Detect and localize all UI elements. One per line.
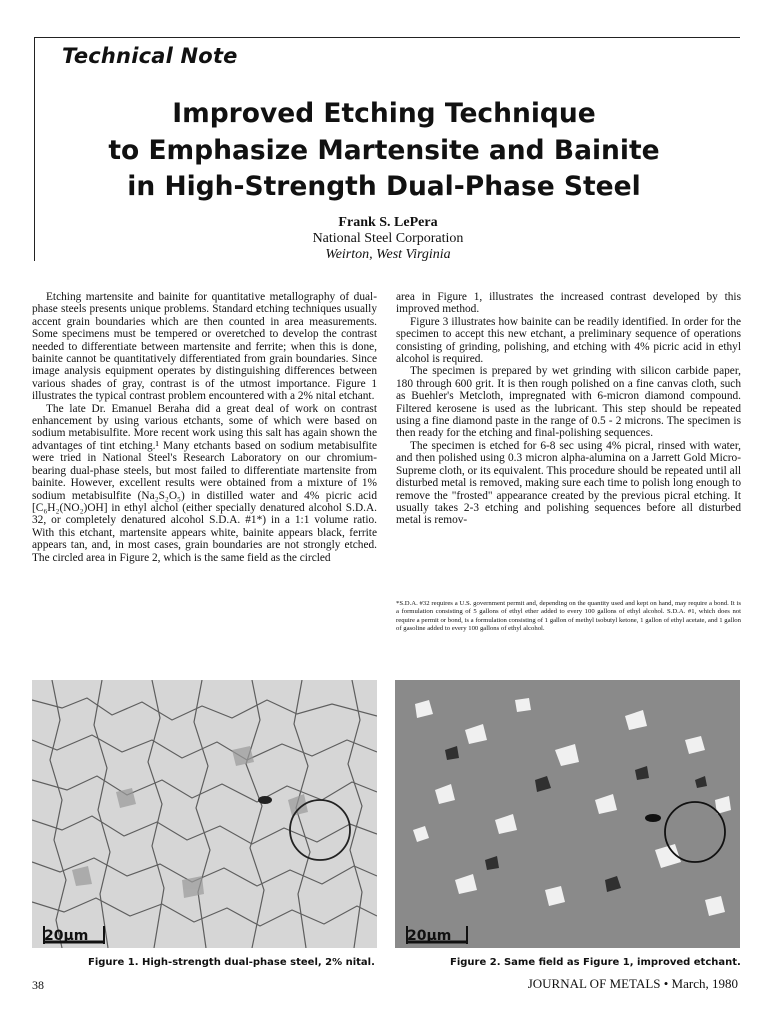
author-name: Frank S. LePera: [338, 215, 438, 230]
body-paragraph: Etching martensite and bainite for quantitative metallography of dual-phase steels presents unique problems. Standard etching techniques usually accent grain boundaries which are then counted in area measurements. Some specimens must be tempered or overetched to develop the contrast needed to differentiate between martensite and ferrite; when this is done, bainite cannot be quantitatively differentiated from grain boundaries. Since image analysis equipment operates by distinguishing differences between various shades of gray, contrast is of the utmost importance. Figure 1 illustrates the typical contrast problem encountered with a 2% nital etchant.: [32, 291, 377, 403]
byline: [200, 215, 576, 263]
figure-1-caption: Figure 1. High-strength dual-phase steel, 2% nital.: [88, 957, 375, 968]
title-line: to Emphasize Martensite and Bainite: [108, 134, 660, 166]
body-paragraph: area in Figure 1, illustrates the increased contrast developed by this improved method.: [396, 291, 741, 316]
body-paragraph: The specimen is etched for 6-8 sec using 4% picral, rinsed with water, and then polished using 0.3 micron alpha-alumina on a Jarrett Gold Micro-Supreme cloth, or its equivalent. This procedure should be repeated until all disturbed metal is removed, making sure each time to polish long enough to remove the "frosted" appearance created by the previous picral etching. It usually takes 2-3 etching and polishing sequences before all disturbed metal is remov-: [396, 439, 741, 527]
micrograph-improved-etchant-image: [395, 680, 740, 948]
title-line: Improved Etching Technique: [172, 98, 596, 129]
header-rule-top: [34, 37, 740, 38]
figure-2-micrograph: [395, 680, 740, 948]
body-column-right: [396, 291, 741, 527]
author-affiliation: National Steel Corporation: [312, 231, 464, 246]
footnote: *S.D.A. #32 requires a U.S. government permit and, depending on the quantity used and kept on hand, may require a bond. It is a formulation consisting of 5 gallons of ethyl ether added to every 100 gallons of ethyl alcohol. S.D.A. #1, which does not require a permit or bond, is a formulation consisting of 1 gallon of methyl isobutyl ketone, 1 gallon of ethyl acetate, and 1 gallon of gasoline added to every 100 gallons of ethyl alcohol.: [396, 600, 741, 633]
body-paragraph: Figure 3 illustrates how bainite can be readily identified. In order for the specimen to accept this new etchant, a preliminary sequence of operations consisting of grinding, polishing, and etching with 4% picric acid in ethyl alcohol is required.: [396, 315, 741, 366]
title-line: in High-Strength Dual-Phase Steel: [127, 171, 641, 202]
body-paragraph: The specimen is prepared by wet grinding with silicon carbide paper, 180 through 600 grit. It is then rough polished on a fine canvas cloth, such as Buehler's Metcloth, impregnated with 6-micron diamond compound. Filtered kerosene is used as the lubricant. This step should be repeated using a fine diamond paste in the range of 0.5 - 2 microns. The specimen is then ready for the etching and final-polishing sequences.: [396, 365, 741, 440]
body-paragraph: The late Dr. Emanuel Beraha did a great deal of work on contrast enhancement by using various etchants, some of which were based on sodium metabisulfite. More recent work using this salt has again shown the advantages of tint etching.¹ Many etchants based on sodium metabisulfite were tried in National Steel's Research Laboratory on our chromium-bearing dual-phase steels, but most failed to differentiate martensite from bainite. However, excellent results were obtained from a mixture of 1% sodium metabisulfite (Na₂S₂O₅) in distilled water and 4% picric acid [C₆H₂(NO₂)OH] in ethyl alchol (either specially denatured alcohol S.D.A. 32, or completely denatured alcohol S.D.A. #1*) in a 1:1 volume ratio. With this etchant, martensite appears white, bainite appears black, ferrite appears tan, and, in most cases, grain boundaries are not strongly etched. The circled area in Figure 2, which is the same field as the circled: [32, 402, 377, 564]
author-location: Weirton, West Virginia: [325, 247, 451, 262]
journal-footer: JOURNAL OF METALS • March, 1980: [527, 976, 738, 991]
body-column-left: [32, 291, 377, 564]
scale-bar-label: 20µm: [44, 928, 89, 944]
page-number: 38: [32, 978, 44, 992]
micrograph-nital-image: [32, 680, 377, 948]
figure-1-micrograph: [32, 680, 377, 948]
header-rule-left: [34, 37, 35, 261]
section-label: Technical Note: [62, 44, 238, 68]
figure-2-caption: Figure 2. Same field as Figure 1, improved etchant.: [450, 957, 741, 968]
scale-bar-label: 20µm: [407, 928, 452, 944]
article-title: [40, 96, 728, 206]
